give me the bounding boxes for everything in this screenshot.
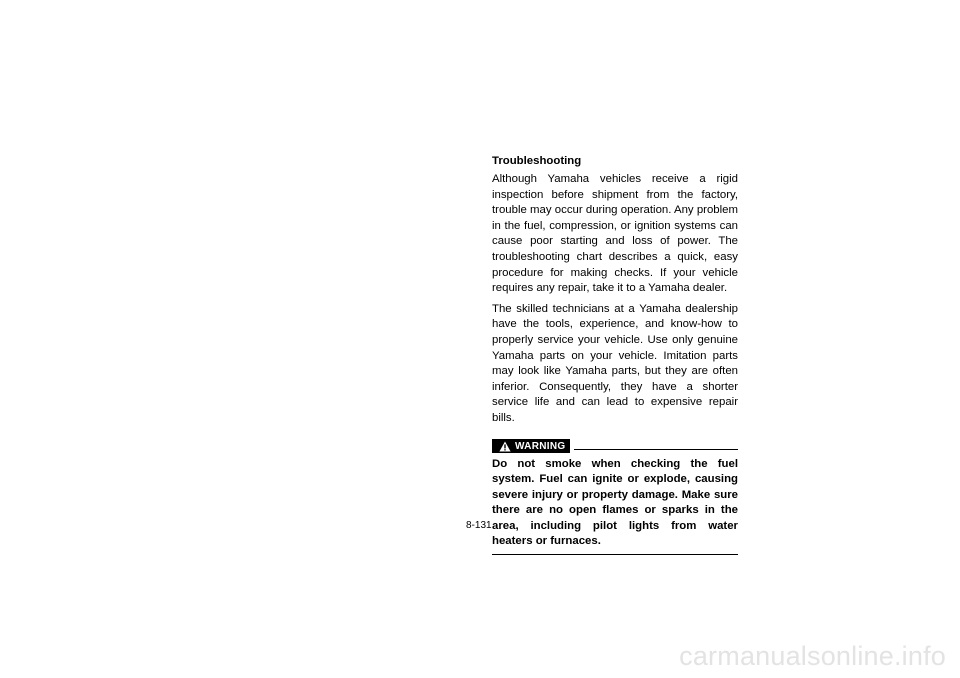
warning-label: WARNING bbox=[515, 440, 566, 452]
watermark-link[interactable]: carmanualsonline.info bbox=[679, 641, 946, 671]
warning-header bbox=[492, 439, 738, 454]
page-content bbox=[492, 154, 738, 555]
warning-badge bbox=[492, 439, 570, 453]
warning-top-rule bbox=[574, 449, 738, 450]
warning-triangle-icon bbox=[499, 441, 511, 452]
service-paragraph: The skilled technicians at a Yamaha dealership have the tools, experience, and know-how to properly service your vehicle. Use only genuine Yamaha parts on your vehicle. Imitation parts may look like Yamaha parts, but they are often inferior. Consequently, they have a shorter service life and can lead to expensive repair bills. bbox=[492, 302, 738, 424]
page-number: 8-131 bbox=[466, 520, 492, 531]
warning-text: Do not smoke when checking the fuel system. Fuel can ignite or explode, causing severe injury or property damage. Make sure there are no open flames or sparks in the area, including pilot lights from water heaters or furnaces. bbox=[492, 457, 738, 548]
section-title: Troubleshooting bbox=[492, 155, 582, 167]
intro-paragraph: Although Yamaha vehicles receive a rigid inspection before shipment from the factory, trouble may occur during operation. Any problem in the fuel, compression, or ignition systems can cause poor starting and loss of power. The troubleshooting chart describes a quick, easy procedure for making checks. If your vehicle requires any repair, take it to a Yamaha dealer. bbox=[492, 173, 738, 295]
warning-bottom-rule bbox=[492, 554, 738, 555]
